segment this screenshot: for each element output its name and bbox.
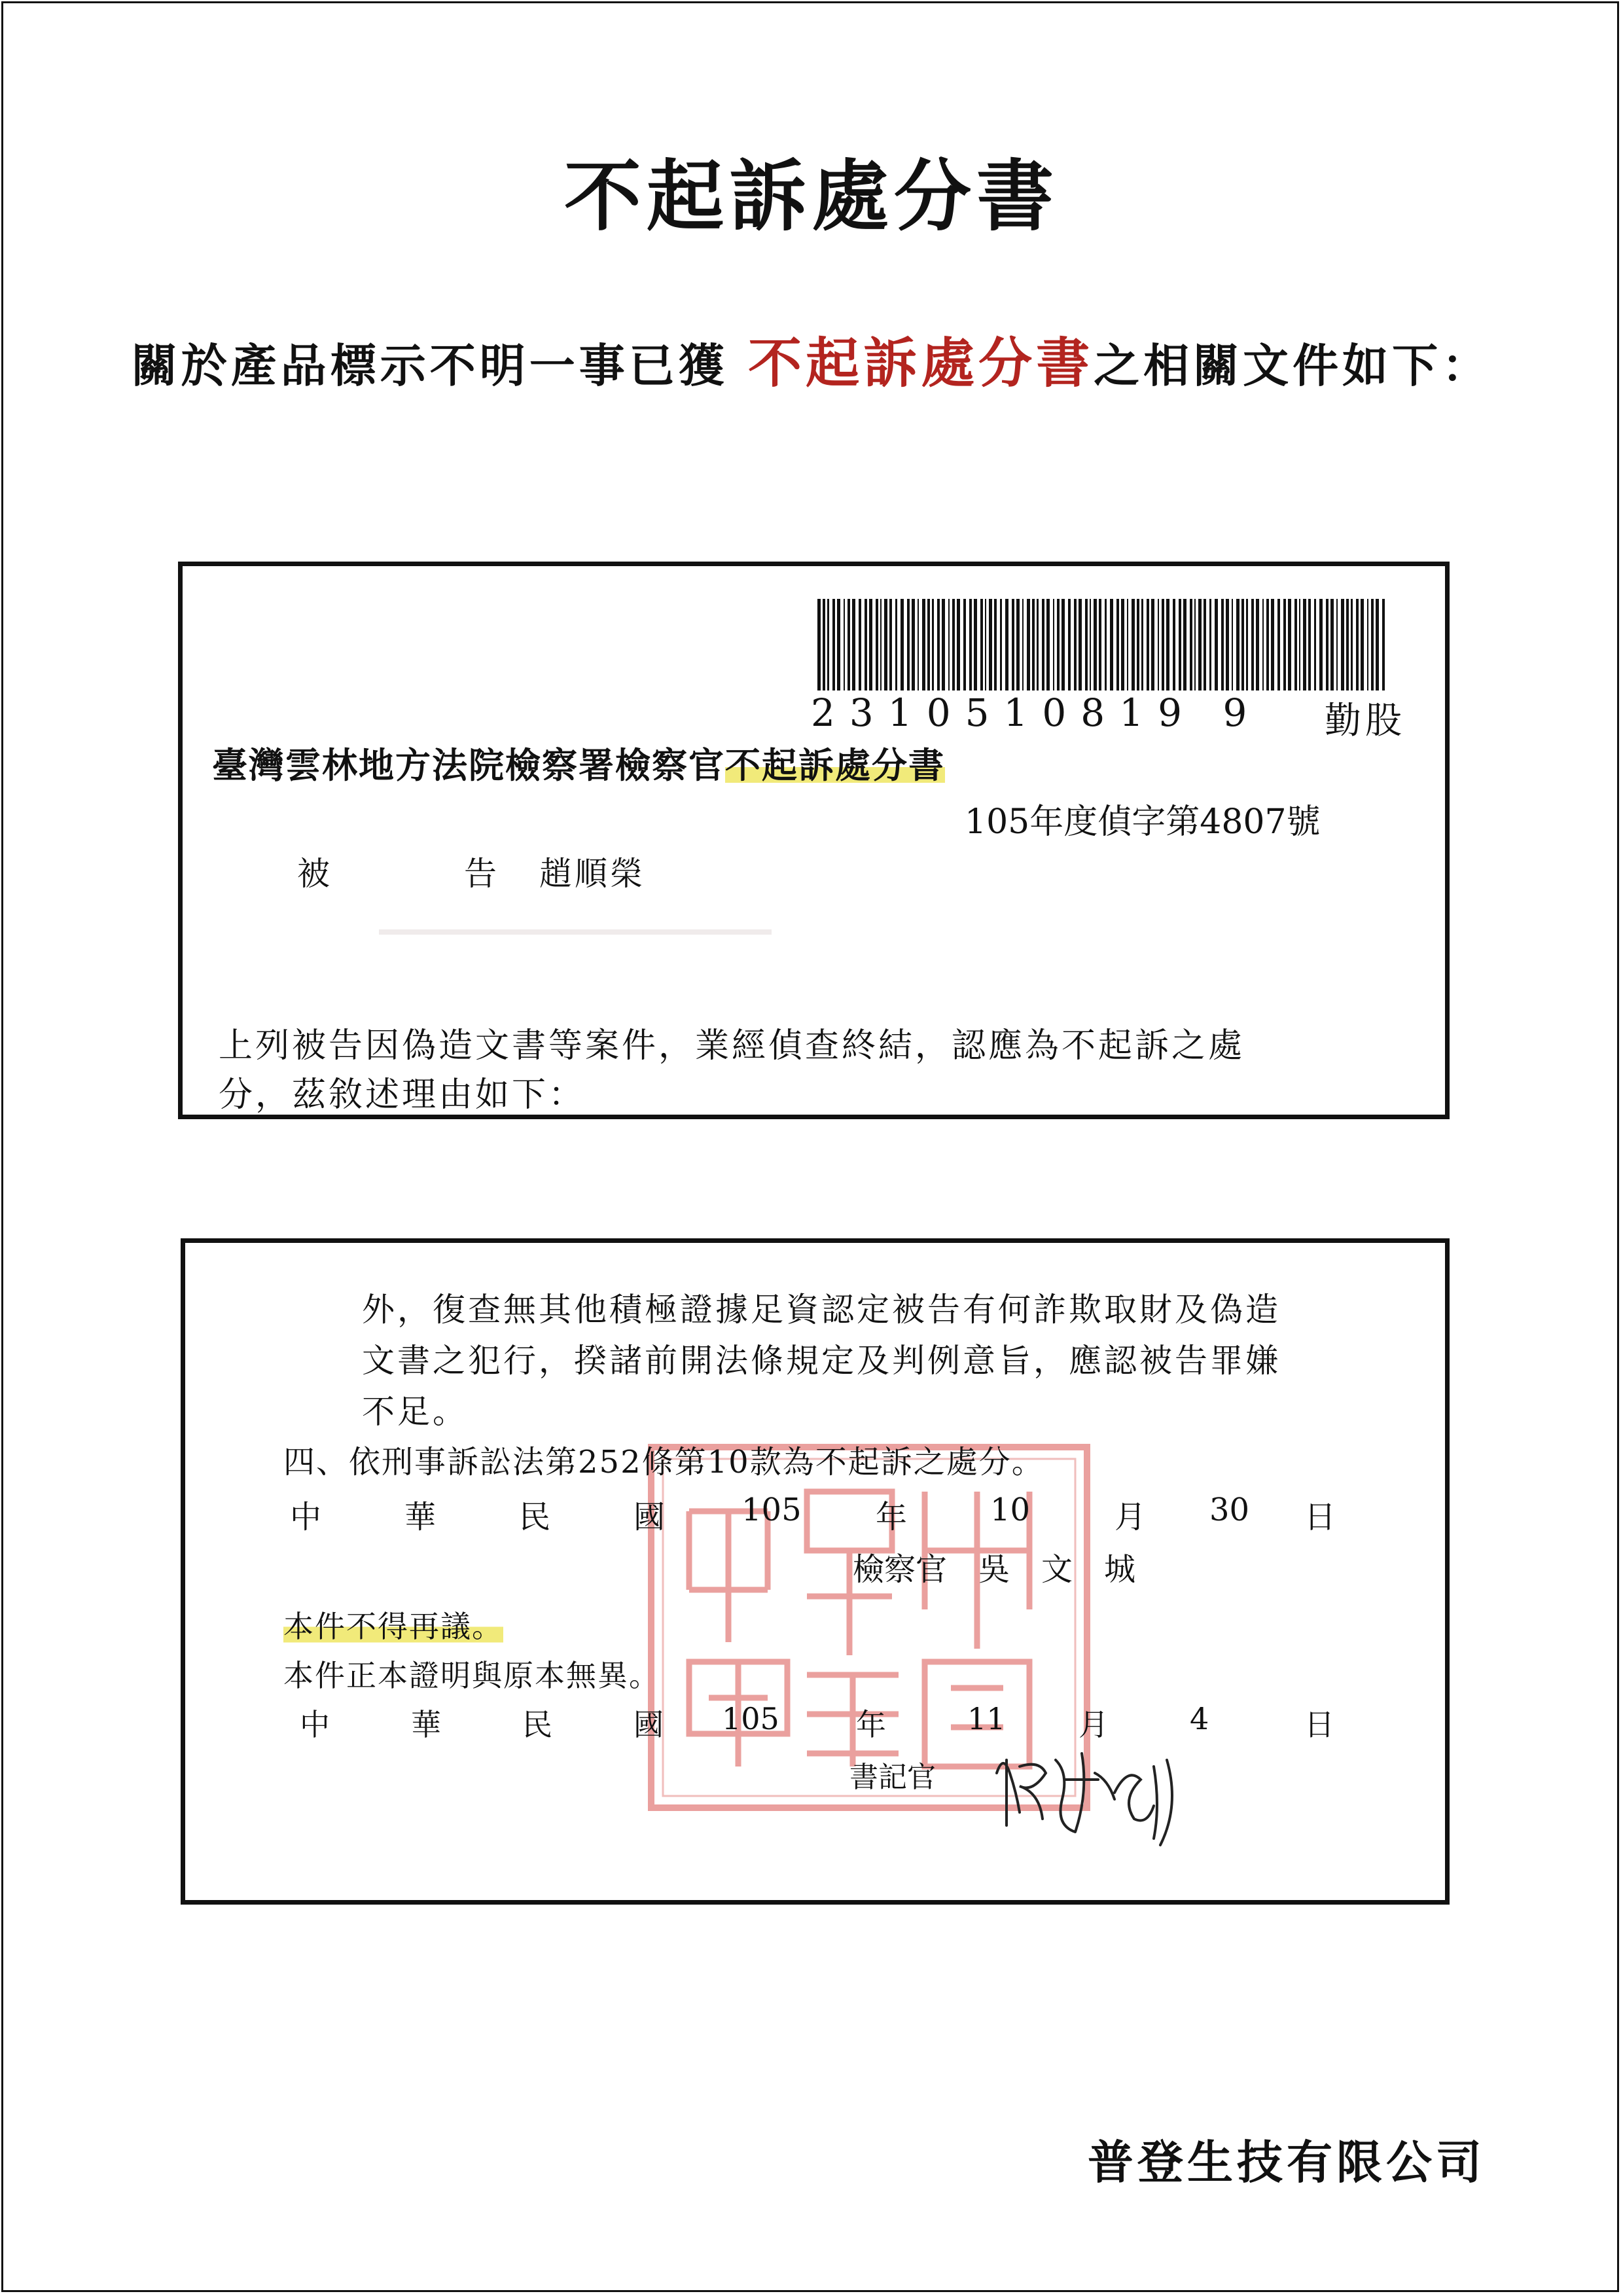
barcode-bar [1283,599,1286,691]
barcode-bar [1141,599,1143,691]
date-year: 105 [741,1492,802,1528]
document-excerpt-footer [181,1238,1450,1905]
barcode-bar [1042,599,1044,691]
barcode-bar [884,599,887,691]
barcode-bar [1326,599,1329,691]
barcode-bar [1198,599,1202,691]
intro-line [0,321,1623,397]
barcode-bar [1209,599,1211,691]
barcode-bar [1127,599,1128,691]
barcode-bar [1053,599,1054,691]
intro-highlight: 不起訴處分書 [748,332,1094,395]
body-line-3: 不足。 [362,1393,468,1431]
excerpt-header [212,738,945,788]
barcode-bar [1236,599,1240,691]
barcode-bar [1241,599,1244,691]
barcode-bar [827,599,829,691]
barcode-bar [1262,599,1264,691]
barcode-bar [1121,599,1124,691]
date-char: 中 [300,1707,330,1742]
barcode-bar [847,599,850,691]
barcode-bar [876,599,878,691]
date-day: 4 [1190,1701,1209,1736]
barcode-bar [1226,599,1229,691]
barcode-bar [1099,599,1101,691]
date-char: 國 [633,1499,666,1535]
barcode-bar [1190,599,1192,691]
barcode-icon [817,599,1387,691]
barcode-bar [963,599,966,691]
date-char: 日 [1304,1499,1336,1535]
barcode-bar [1382,599,1385,691]
body-line-2: 分，茲敘述理由如下： [219,1075,586,1115]
date-char: 國 [633,1707,664,1742]
barcode-bar [817,599,821,691]
barcode-bar [1027,599,1030,691]
barcode-bar [1371,599,1374,691]
barcode-bar [1221,599,1224,691]
barcode-bar [1256,599,1259,691]
barcode-bar [1336,599,1338,691]
barcode-bar [1179,599,1181,691]
date-day: 30 [1209,1492,1250,1528]
barcode-bar [1074,599,1077,691]
barcode-bar [937,599,940,691]
body-line-1: 外，復查無其他積極證據足資認定被告有何詐欺取財及偽造 [362,1291,1281,1329]
barcode-bar [844,599,845,691]
barcode-bar [901,599,904,691]
barcode-bar [1173,599,1175,691]
barcode-bar [869,599,872,691]
barcode-bar [980,599,983,691]
barcode-bar [1215,599,1218,691]
barcode-bar [1085,599,1088,691]
barcode-bar [957,599,960,691]
defendant-label-1: 被 [297,855,330,893]
barcode-bar [994,599,997,691]
date-char: 華 [404,1499,437,1535]
barcode-bar [1032,599,1035,691]
barcode-bar [880,599,882,691]
barcode-bar [1046,599,1050,691]
barcode-bar [922,599,925,691]
barcode-bar [1308,599,1311,691]
barcode-bar [932,599,934,691]
barcode-bar [969,599,972,691]
barcode-bar [1183,599,1186,691]
barcode-bar [1351,599,1353,691]
date-char: 中 [290,1499,322,1535]
barcode-bar [1330,599,1334,691]
barcode-bar [1303,599,1306,691]
barcode-bar [918,599,919,691]
defendant-label-2: 告 [464,855,497,893]
barcode-bar [1137,599,1139,691]
barcode-bar [1147,599,1149,691]
barcode-bar [1319,599,1323,691]
barcode-bar [1132,599,1135,691]
certified-copy-notice: 本件正本證明與原本無異。 [283,1658,660,1693]
barcode-bar [912,599,915,691]
document-type: 不起訴處分書 [725,744,945,786]
barcode-bar [1094,599,1097,691]
barcode-bar [1271,599,1274,691]
barcode-bar [1057,599,1060,691]
date-char: 民 [522,1707,552,1742]
no-appeal-notice: 本件不得再議。 [283,1603,503,1646]
barcode-bar [1005,599,1008,691]
barcode-bar [1158,599,1159,691]
date-month: 11 [967,1701,1006,1736]
barcode-bar [1079,599,1082,691]
court-name: 臺灣雲林地方法院檢察署檢察官 [212,744,725,786]
barcode-bar [889,599,892,691]
clerk-label: 書記官 [849,1761,936,1794]
barcode-bar [895,599,897,691]
barcode-bar [1361,599,1364,691]
barcode-bar [952,599,955,691]
barcode-bar [1314,599,1316,691]
date-char: 月 [1115,1499,1147,1535]
faint-bleed-line [379,929,772,935]
date-char: 民 [519,1499,551,1535]
intro-text-after: 之相關文件如下： [1094,339,1492,393]
barcode-bar [1012,599,1014,691]
barcode-bar [974,599,977,691]
barcode-bar [1000,599,1002,691]
barcode-bar [859,599,861,691]
defendant-name: 趙順榮 [539,855,645,893]
barcode-bar [1105,599,1107,691]
barcode-bar [865,599,867,691]
barcode-bar [1204,599,1206,691]
barcode-bar [1151,599,1154,691]
barcode-bar [1090,599,1091,691]
barcode-bar [1367,599,1368,691]
barcode-bar [1376,599,1379,691]
page-title: 不起訴處分書 [563,151,1059,242]
body-line-1: 上列被告因偽造文書等案件，業經偵查終結，認應為不起訴之處 [219,1026,1245,1066]
case-number: 105年度偵字第4807號 [965,802,1321,842]
barcode-bar [942,599,945,691]
barcode-bar [1277,599,1280,691]
barcode-bar [1356,599,1359,691]
barcode-bar [1110,599,1113,691]
barcode-bar [1266,599,1269,691]
document-excerpt-header [178,562,1450,1119]
barcode-bar [927,599,930,691]
barcode-number: 2310510819 9 [811,691,1262,735]
barcode-bar [1016,599,1020,691]
barcode-bar [1299,599,1300,691]
barcode-bar [989,599,992,691]
barcode-bar [1288,599,1291,691]
barcode-bar [1068,599,1071,691]
barcode-bar [985,599,986,691]
barcode-bar [1232,599,1233,691]
date-year: 105 [722,1701,779,1736]
clerk-signature [984,1734,1200,1852]
division-label: 勤股 [1325,700,1406,742]
barcode-bar [1116,599,1119,691]
date-month: 10 [990,1492,1031,1528]
prosecutor-name: 檢察官 吳 文 城 [853,1551,1136,1588]
barcode-bar [1037,599,1039,691]
barcode-bar [948,599,950,691]
barcode-bar [1346,599,1349,691]
intro-text-before: 關於產品標示不明一事已獲 [131,339,749,393]
barcode-bar [1246,599,1248,691]
date-char: 日 [1304,1707,1334,1742]
barcode-bar [1061,599,1065,691]
date-char: 月 [1079,1707,1109,1742]
date-char: 華 [411,1707,441,1742]
barcode-bar [1022,599,1024,691]
barcode-bar [1251,599,1254,691]
barcode-bar [1194,599,1196,691]
barcode-bar [837,599,840,691]
body-line-4: 四、依刑事訴訟法第252條第10款為不起訴之處分。 [283,1444,1044,1480]
company-name: 普登生技有限公司 [1088,2135,1486,2189]
barcode-bar [907,599,910,691]
barcode-bar [1162,599,1164,691]
barcode-bar [823,599,825,691]
barcode-bar [832,599,835,691]
date-char: 年 [856,1707,886,1742]
body-line-2: 文書之犯行，揆諸前開法條規定及判例意旨，應認被告罪嫌 [362,1342,1281,1380]
barcode-bar [1294,599,1297,691]
barcode-bar [852,599,855,691]
date-char: 年 [876,1499,908,1535]
barcode-bar [1166,599,1169,691]
barcode-bar [1341,599,1344,691]
